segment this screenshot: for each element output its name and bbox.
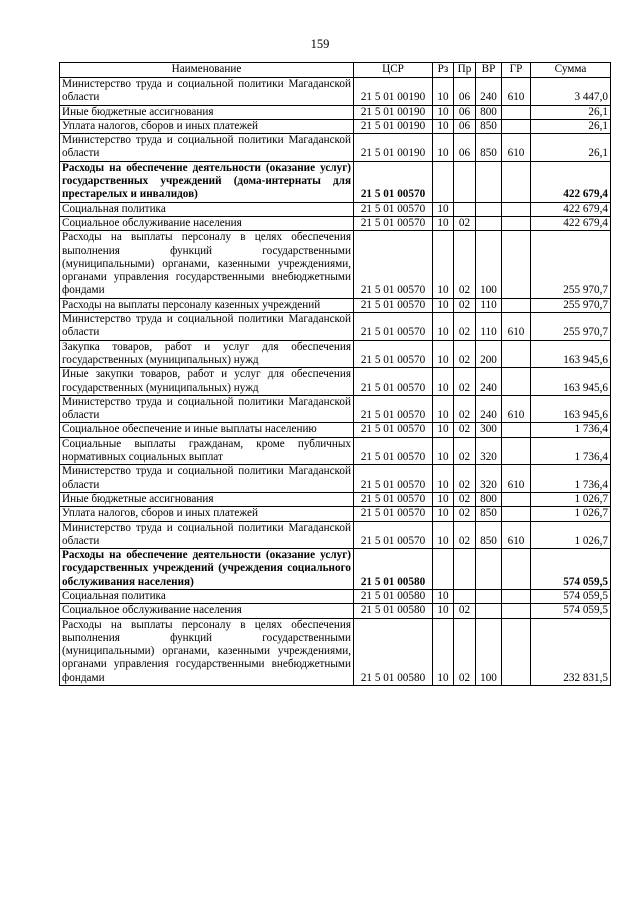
cell-gr	[502, 368, 531, 396]
cell-name: Министерство труда и социальной политики Магаданской области	[60, 78, 354, 106]
cell-csr: 21 5 01 00570	[354, 216, 433, 230]
cell-name: Социальное обслуживание населения	[60, 604, 354, 618]
cell-gr	[502, 589, 531, 603]
cell-csr: 21 5 01 00580	[354, 604, 433, 618]
cell-vr: 110	[476, 298, 502, 312]
cell-name: Социальное обслуживание населения	[60, 216, 354, 230]
cell-rz: 10	[433, 492, 454, 506]
cell-sum: 26,1	[531, 134, 611, 162]
cell-gr	[502, 492, 531, 506]
cell-vr: 240	[476, 78, 502, 106]
cell-name: Социальное обеспечение и иные выплаты населению	[60, 423, 354, 437]
cell-pr: 06	[454, 134, 476, 162]
cell-pr: 06	[454, 78, 476, 106]
cell-gr	[502, 216, 531, 230]
table-row	[60, 521, 611, 549]
cell-name: Уплата налогов, сборов и иных платежей	[60, 507, 354, 521]
table-row	[60, 423, 611, 437]
cell-gr	[502, 549, 531, 590]
cell-gr	[502, 507, 531, 521]
cell-vr	[476, 549, 502, 590]
cell-sum: 255 970,7	[531, 231, 611, 298]
cell-vr: 850	[476, 521, 502, 549]
cell-rz: 10	[433, 521, 454, 549]
cell-rz: 10	[433, 313, 454, 341]
cell-vr: 850	[476, 119, 502, 133]
cell-rz: 10	[433, 395, 454, 423]
cell-rz: 10	[433, 340, 454, 368]
cell-pr: 02	[454, 465, 476, 493]
table-row	[60, 105, 611, 119]
cell-vr: 240	[476, 395, 502, 423]
cell-name: Министерство труда и социальной политики Магаданской области	[60, 313, 354, 341]
cell-sum: 1 736,4	[531, 423, 611, 437]
cell-pr: 02	[454, 423, 476, 437]
cell-sum: 422 679,4	[531, 216, 611, 230]
cell-gr: 610	[502, 313, 531, 341]
cell-name: Социальная политика	[60, 202, 354, 216]
cell-pr	[454, 589, 476, 603]
cell-vr: 100	[476, 231, 502, 298]
table-row	[60, 589, 611, 603]
cell-sum: 1 736,4	[531, 465, 611, 493]
cell-pr: 02	[454, 604, 476, 618]
cell-pr: 02	[454, 313, 476, 341]
cell-gr	[502, 423, 531, 437]
cell-csr: 21 5 01 00570	[354, 368, 433, 396]
cell-name: Расходы на обеспечение деятельности (оказание услуг) государственных учреждений (учреждения социального обслуживания населения)	[60, 549, 354, 590]
cell-name: Министерство труда и социальной политики Магаданской области	[60, 395, 354, 423]
cell-pr: 02	[454, 395, 476, 423]
table-row	[60, 492, 611, 506]
cell-gr	[502, 604, 531, 618]
cell-gr	[502, 161, 531, 202]
cell-sum: 26,1	[531, 119, 611, 133]
cell-name: Расходы на выплаты персоналу в целях обеспечения выполнения функций государственными (муниципальными) органами, казенными учреждениями, органами управления государственными внебюджетными фондами	[60, 618, 354, 685]
cell-vr: 800	[476, 492, 502, 506]
cell-vr: 300	[476, 423, 502, 437]
cell-name: Министерство труда и социальной политики Магаданской области	[60, 134, 354, 162]
table-body	[60, 78, 611, 686]
cell-csr: 21 5 01 00580	[354, 589, 433, 603]
cell-rz: 10	[433, 423, 454, 437]
cell-vr	[476, 604, 502, 618]
cell-sum: 163 945,6	[531, 368, 611, 396]
page-number: 159	[310, 37, 330, 51]
table-row	[60, 437, 611, 465]
cell-name: Министерство труда и социальной политики Магаданской области	[60, 521, 354, 549]
cell-name: Министерство труда и социальной политики Магаданской области	[60, 465, 354, 493]
cell-csr: 21 5 01 00570	[354, 340, 433, 368]
cell-csr: 21 5 01 00570	[354, 298, 433, 312]
table-row	[60, 465, 611, 493]
cell-name: Иные закупки товаров, работ и услуг для обеспечения государственных (муниципальных) нужд	[60, 368, 354, 396]
cell-sum: 1 026,7	[531, 521, 611, 549]
cell-sum: 574 059,5	[531, 549, 611, 590]
table-header-row	[60, 63, 611, 78]
cell-gr	[502, 437, 531, 465]
table-row	[60, 507, 611, 521]
cell-vr: 850	[476, 134, 502, 162]
cell-rz: 10	[433, 134, 454, 162]
cell-vr: 200	[476, 340, 502, 368]
cell-rz: 10	[433, 465, 454, 493]
cell-sum: 232 831,5	[531, 618, 611, 685]
cell-name: Расходы на выплаты персоналу казенных учреждений	[60, 298, 354, 312]
cell-pr	[454, 549, 476, 590]
cell-csr: 21 5 01 00570	[354, 423, 433, 437]
cell-vr	[476, 216, 502, 230]
cell-gr	[502, 618, 531, 685]
cell-sum: 163 945,6	[531, 340, 611, 368]
cell-csr: 21 5 01 00190	[354, 134, 433, 162]
cell-sum: 163 945,6	[531, 395, 611, 423]
table-row	[60, 340, 611, 368]
cell-csr: 21 5 01 00570	[354, 202, 433, 216]
cell-gr: 610	[502, 465, 531, 493]
cell-pr: 02	[454, 492, 476, 506]
table-row	[60, 216, 611, 230]
cell-pr: 02	[454, 521, 476, 549]
header-vr: ВР	[476, 63, 502, 78]
cell-rz: 10	[433, 604, 454, 618]
cell-gr: 610	[502, 521, 531, 549]
cell-csr: 21 5 01 00570	[354, 492, 433, 506]
table-row	[60, 119, 611, 133]
cell-sum: 422 679,4	[531, 202, 611, 216]
cell-name: Социальные выплаты гражданам, кроме публичных нормативных социальных выплат	[60, 437, 354, 465]
cell-rz: 10	[433, 437, 454, 465]
header-name: Наименование	[60, 63, 354, 78]
cell-csr: 21 5 01 00580	[354, 618, 433, 685]
cell-rz: 10	[433, 231, 454, 298]
cell-vr: 110	[476, 313, 502, 341]
cell-name: Иные бюджетные ассигнования	[60, 105, 354, 119]
cell-rz: 10	[433, 618, 454, 685]
cell-pr: 02	[454, 368, 476, 396]
table-row	[60, 161, 611, 202]
header-sum: Сумма	[531, 63, 611, 78]
cell-gr	[502, 298, 531, 312]
cell-gr	[502, 105, 531, 119]
cell-csr: 21 5 01 00580	[354, 549, 433, 590]
cell-vr	[476, 589, 502, 603]
table-row	[60, 368, 611, 396]
cell-pr: 02	[454, 340, 476, 368]
cell-rz: 10	[433, 298, 454, 312]
cell-gr	[502, 231, 531, 298]
cell-vr: 320	[476, 437, 502, 465]
cell-pr: 06	[454, 119, 476, 133]
cell-rz: 10	[433, 368, 454, 396]
cell-sum: 574 059,5	[531, 589, 611, 603]
table-row	[60, 231, 611, 298]
cell-sum: 3 447,0	[531, 78, 611, 106]
cell-gr: 610	[502, 78, 531, 106]
cell-pr: 06	[454, 105, 476, 119]
cell-gr	[502, 340, 531, 368]
cell-name: Расходы на обеспечение деятельности (оказание услуг) государственных учреждений (дома-интернаты для престарелых и инвалидов)	[60, 161, 354, 202]
cell-name: Социальная политика	[60, 589, 354, 603]
cell-csr: 21 5 01 00570	[354, 465, 433, 493]
cell-pr: 02	[454, 507, 476, 521]
cell-rz	[433, 549, 454, 590]
table-row	[60, 78, 611, 106]
cell-pr	[454, 202, 476, 216]
table-row	[60, 313, 611, 341]
cell-csr: 21 5 01 00570	[354, 521, 433, 549]
table-row	[60, 134, 611, 162]
cell-csr: 21 5 01 00190	[354, 105, 433, 119]
table-row	[60, 604, 611, 618]
cell-name: Уплата налогов, сборов и иных платежей	[60, 119, 354, 133]
cell-name: Расходы на выплаты персоналу в целях обеспечения выполнения функций государственными (муниципальными) органами, казенными учреждениями, органами управления государственными внебюджетными фондами	[60, 231, 354, 298]
cell-vr: 850	[476, 507, 502, 521]
header-pr: Пр	[454, 63, 476, 78]
cell-sum: 574 059,5	[531, 604, 611, 618]
cell-sum: 422 679,4	[531, 161, 611, 202]
header-rz: Рз	[433, 63, 454, 78]
cell-rz: 10	[433, 589, 454, 603]
budget-table	[59, 62, 611, 686]
cell-rz: 10	[433, 216, 454, 230]
table-row	[60, 202, 611, 216]
cell-csr: 21 5 01 00570	[354, 437, 433, 465]
cell-pr: 02	[454, 298, 476, 312]
cell-rz: 10	[433, 105, 454, 119]
cell-rz: 10	[433, 119, 454, 133]
cell-csr: 21 5 01 00570	[354, 395, 433, 423]
cell-vr: 240	[476, 368, 502, 396]
cell-sum: 255 970,7	[531, 298, 611, 312]
cell-csr: 21 5 01 00190	[354, 119, 433, 133]
cell-pr: 02	[454, 231, 476, 298]
cell-rz: 10	[433, 202, 454, 216]
cell-gr	[502, 119, 531, 133]
cell-pr: 02	[454, 437, 476, 465]
table-row	[60, 618, 611, 685]
cell-sum: 255 970,7	[531, 313, 611, 341]
table-row	[60, 298, 611, 312]
cell-sum: 1 026,7	[531, 507, 611, 521]
cell-csr: 21 5 01 00570	[354, 161, 433, 202]
cell-rz: 10	[433, 507, 454, 521]
cell-vr	[476, 161, 502, 202]
cell-gr	[502, 202, 531, 216]
cell-sum: 1 026,7	[531, 492, 611, 506]
cell-rz	[433, 161, 454, 202]
cell-sum: 1 736,4	[531, 437, 611, 465]
table-row	[60, 549, 611, 590]
cell-vr: 800	[476, 105, 502, 119]
cell-pr	[454, 161, 476, 202]
cell-sum: 26,1	[531, 105, 611, 119]
header-gr: ГР	[502, 63, 531, 78]
cell-vr: 320	[476, 465, 502, 493]
cell-vr	[476, 202, 502, 216]
cell-vr: 100	[476, 618, 502, 685]
cell-name: Закупка товаров, работ и услуг для обеспечения государственных (муниципальных) нужд	[60, 340, 354, 368]
cell-csr: 21 5 01 00190	[354, 78, 433, 106]
cell-pr: 02	[454, 216, 476, 230]
header-csr: ЦСР	[354, 63, 433, 78]
cell-rz: 10	[433, 78, 454, 106]
cell-csr: 21 5 01 00570	[354, 507, 433, 521]
table-row	[60, 395, 611, 423]
cell-gr: 610	[502, 395, 531, 423]
cell-csr: 21 5 01 00570	[354, 231, 433, 298]
cell-gr: 610	[502, 134, 531, 162]
cell-pr: 02	[454, 618, 476, 685]
cell-name: Иные бюджетные ассигнования	[60, 492, 354, 506]
cell-csr: 21 5 01 00570	[354, 313, 433, 341]
